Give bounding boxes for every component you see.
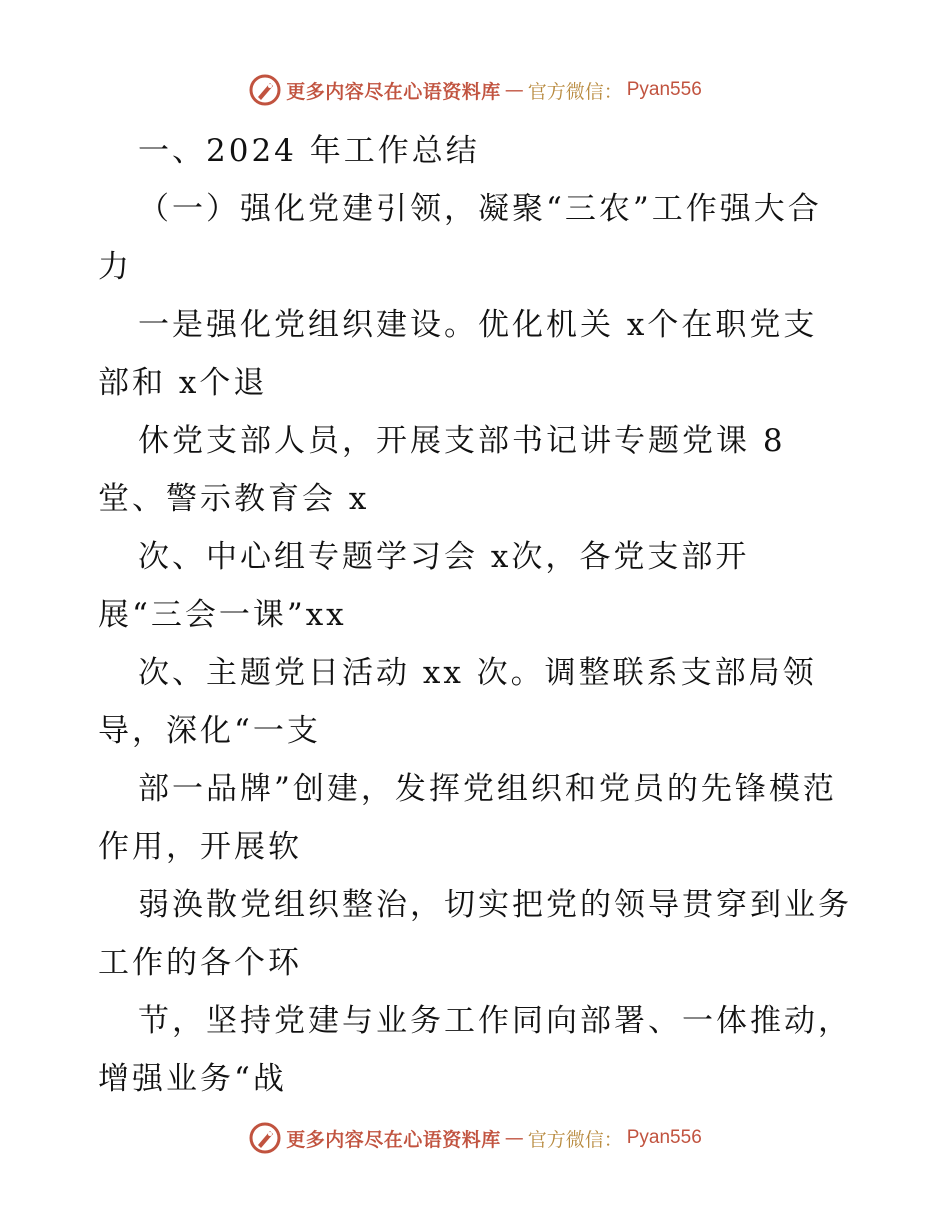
- document-body: [98, 122, 868, 1108]
- watermark-header: [0, 70, 950, 110]
- text-line: 部一品牌”创建，发挥党组织和党员的先锋模范: [138, 771, 837, 807]
- watermark-text: 更多内容尽在心语资料库: [286, 80, 501, 103]
- watermark-footer: [0, 1118, 950, 1158]
- pen-nib-circle-icon: [248, 73, 282, 107]
- text-line: 一是强化党组织建设。优化机关 x个在职党支: [138, 307, 818, 343]
- text-line: 展“三会一课”xx: [98, 597, 347, 633]
- text-line: 工作的各个环: [98, 945, 302, 981]
- section-heading: 一、2024 年工作总结: [138, 133, 480, 169]
- watermark-header-inner: [248, 73, 702, 107]
- text-line: 堂、警示教育会 x: [98, 481, 370, 517]
- text-line: 作用，开展软: [98, 829, 302, 865]
- text-line: 弱涣散党组织整治，切实把党的领导贯穿到业务: [138, 887, 852, 923]
- watermark-wechat-label: 官方微信：: [527, 1128, 623, 1151]
- subsection-heading: （一）强化党建引领，凝聚“三农”工作强大合: [138, 191, 822, 227]
- text-line: 次、中心组专题学习会 x次，各党支部开: [138, 539, 750, 575]
- text-line: 节，坚持党建与业务工作同向部署、一体推动，: [138, 1003, 852, 1039]
- watermark-wechat-id: Pyan556: [626, 79, 702, 100]
- text-line: 导，深化“一支: [98, 713, 321, 749]
- pen-nib-circle-icon: [248, 1121, 282, 1155]
- text-line: 增强业务“战: [98, 1061, 287, 1097]
- watermark-wechat-label: 官方微信：: [527, 80, 623, 103]
- watermark-dash: —: [504, 1127, 524, 1149]
- text-line: 部和 x个退: [98, 365, 268, 401]
- text-line: 次、主题党日活动 xx 次。调整联系支部局领: [138, 655, 817, 691]
- watermark-dash: —: [504, 79, 524, 101]
- watermark-footer-inner: [248, 1121, 702, 1155]
- watermark-wechat-id: Pyan556: [626, 1127, 702, 1148]
- text-line: 力: [98, 249, 132, 285]
- watermark-text: 更多内容尽在心语资料库: [286, 1128, 501, 1151]
- text-line: 休党支部人员，开展支部书记讲专题党课 8: [138, 423, 786, 459]
